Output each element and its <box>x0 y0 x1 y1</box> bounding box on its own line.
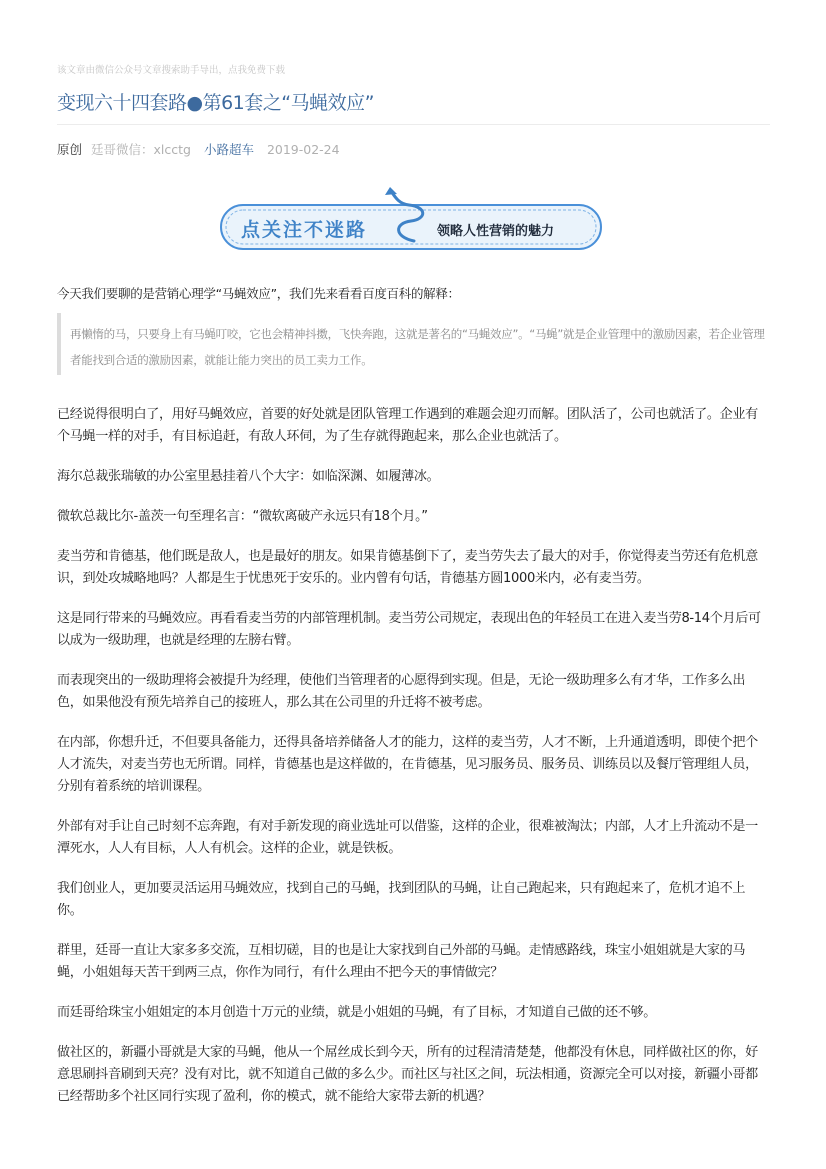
author-name: 廷哥微信：xlcctg <box>91 142 191 157</box>
body-paragraph: 群里，廷哥一直让大家多多交流，互相切磋，目的也是让大家找到自己外部的马蝇。走情感路线，珠宝小姐姐就是大家的马蝇，小姐姐每天苦干到两三点，你作为同行，有什么理由不把今天的事情做完？ <box>57 943 746 980</box>
body-paragraph: 海尔总裁张瑞敏的办公室里悬挂着八个大字：如临深渊、如履薄冰。 <box>57 469 440 484</box>
body-paragraph: 这是同行带来的马蝇效应。再看看麦当劳的内部管理机制。麦当劳公司规定，表现出色的年轻员工在进入麦当劳8-14个月后可以成为一级助理，也就是经理的左膀右臂。 <box>57 611 761 648</box>
intro-paragraph: 今天我们要聊的是营销心理学“马蝇效应”，我们先来看看百度百科的解释： <box>57 286 460 301</box>
body-paragraph: 麦当劳和肯德基，他们既是敌人，也是最好的朋友。如果肯德基倒下了，麦当劳失去了最大的对手，你觉得麦当劳还有危机意识，到处攻城略地吗？人都是生于忧患死于安乐的。业内曾有句话，肯德基方圆1000米内，必有麦当劳。 <box>57 549 758 586</box>
body-paragraph: 在内部，你想升迁，不但要具备能力，还得具备培养储备人才的能力，这样的麦当劳，人才不断，上升通道透明，即使个把个人才流失，对麦当劳也无所谓。同样，肯德基也是这样做的，在肯德基，见习服务员、服务员、训练员以及餐厅管理组人员，分别有着系统的培训课程。 <box>57 735 758 794</box>
title-divider <box>57 124 770 125</box>
banner-follow-text: 点关注不迷路 <box>241 219 368 241</box>
body-paragraph: 而廷哥给珠宝小姐姐定的本月创造十万元的业绩，就是小姐姐的马蝇，有了目标，才知道自己做的还不够。 <box>57 1005 656 1020</box>
baike-quote: 再懒惰的马，只要身上有马蝇叮咬，它也会精神抖擞，飞快奔跑，这就是著名的“马蝇效应”。“马蝇”就是企业管理中的激励因素，若企业管理者能找到合适的激励因素，就能让能力突出的员工卖力工作。 <box>57 313 770 375</box>
article-title: 变现六十四套路●第61套之“马蝇效应” <box>57 92 374 114</box>
body-paragraph: 微软总裁比尔-盖茨一句至理名言：“微软离破产永远只有18个月。” <box>57 509 428 524</box>
article-meta <box>57 140 349 158</box>
export-note-link[interactable]: 该文章由微信公众号文章搜索助手导出，点我免费下载 <box>57 65 286 76</box>
article-body <box>57 404 769 1126</box>
follow-banner <box>219 185 603 253</box>
body-paragraph: 外部有对手让自己时刻不忘奔跑，有对手新发现的商业选址可以借鉴，这样的企业，很难被淘汰；内部，人才上升流动不是一潭死水，人人有目标，人人有机会。这样的企业，就是铁板。 <box>57 819 758 856</box>
account-name-link[interactable]: 小路超车 <box>203 142 254 157</box>
publish-date: 2019-02-24 <box>266 142 340 157</box>
body-paragraph: 而表现突出的一级助理将会被提升为经理，使他们当管理者的心愿得到实现。但是，无论一级助理多么有才华，工作多么出色，如果他没有预先培养自己的接班人，那么其在公司里的升迁将不被考虑。 <box>57 673 746 710</box>
body-paragraph: 已经说得很明白了，用好马蝇效应，首要的好处就是团队管理工作遇到的难题会迎刃而解。团队活了，公司也就活了。企业有个马蝇一样的对手，有目标追赶，有敌人环伺，为了生存就得跑起来，那么企业也就活了。 <box>57 407 758 444</box>
original-tag: 原创 <box>57 142 83 157</box>
body-paragraph: 我们创业人，更加要灵活运用马蝇效应，找到自己的马蝇，找到团队的马蝇，让自己跑起来，只有跑起来了，危机才追不上你。 <box>57 881 746 918</box>
body-paragraph: 做社区的，新疆小哥就是大家的马蝇，他从一个屌丝成长到今天，所有的过程清清楚楚，他都没有休息，同样做社区的你，好意思刷抖音刷到天亮？没有对比，就不知道自己做的多么少。而社区与社区之间，玩法相通，资源完全可以对接，新疆小哥都已经帮助多个社区同行实现了盈利，你的模式，就不能给大家带去新的机遇？ <box>57 1045 758 1104</box>
banner-slogan-text: 领略人性营销的魅力 <box>437 224 555 239</box>
